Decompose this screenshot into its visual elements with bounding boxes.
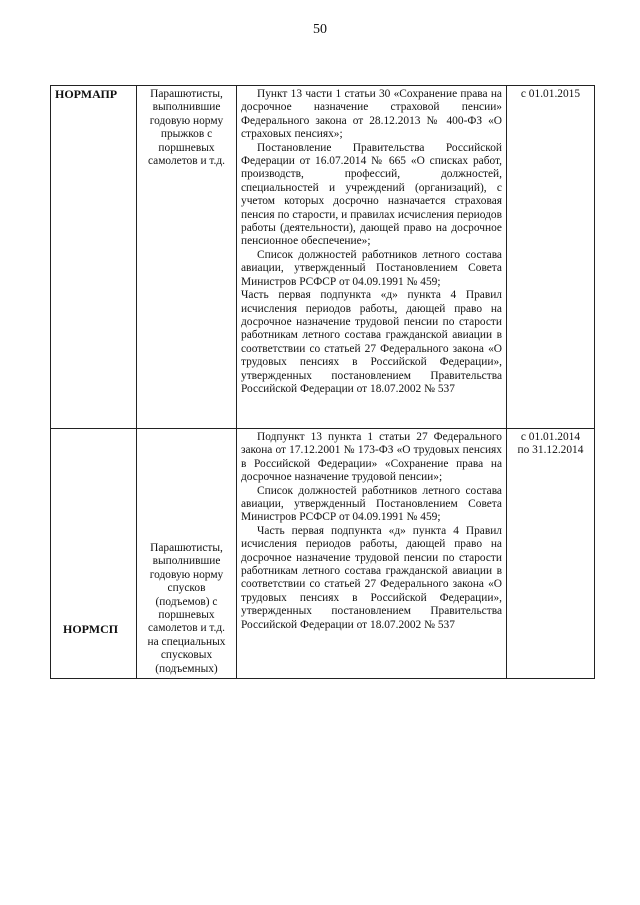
basis-paragraph: Пункт 13 части 1 статьи 30 «Сохранение права на досрочное назначение страховой пенсии» Федерального закона от 28.12.2013 № 400-ФЗ «О страховых пенсиях»;: [241, 88, 502, 141]
basis-paragraph: Список должностей работников летного состава авиации, утвержденный Постановлением Совета Министров РСФСР от 04.09.1991 № 459;: [241, 248, 502, 288]
basis-paragraph: Постановление Правительства Российской Федерации от 16.07.2014 № 665 «О списках работ, производств, профессий, должностей, специальностей и учреждений (организаций), с учетом которых досрочно назначается страховая пенсия по старости, и правилах исчисления периодов работы (деятельности), дающей право на досрочное пенсионное обеспечение»;: [241, 141, 502, 248]
legal-basis-cell: [237, 86, 507, 429]
basis-paragraph: Подпункт 13 пункта 1 статьи 27 Федерального закона от 17.12.2001 № 173-ФЗ «О трудовых пенсиях в Российской Федерации» «Сохранение права на досрочное назначение трудовой пенсии»;: [241, 431, 502, 484]
date-to: по 31.12.2014: [517, 444, 584, 457]
date-from: с 01.01.2015: [520, 88, 581, 100]
code-cell: НОРМСП: [51, 429, 137, 679]
description-cell: Парашютисты, выполнившие годовую норму прыжков с поршневых самолетов и т.д.: [137, 86, 237, 429]
basis-paragraph: Список должностей работников летного состава авиации, утвержденный Постановлением Совета Министров РСФСР от 04.09.1991 № 459;: [241, 484, 502, 524]
description-cell: Парашютисты, выполнившие годовую норму спусков (подъемов) с поршневых самолетов и т.д. на специальных спусковых (подъемных): [137, 429, 237, 679]
document-table: [50, 85, 595, 679]
legal-basis-cell: [237, 429, 507, 679]
date-from: с 01.01.2014: [520, 431, 581, 443]
basis-paragraph: Часть первая подпункта «д» пункта 4 Правил исчисления периодов работы, дающей право на досрочное назначение трудовой пенсии по старости работникам летного состава гражданской авиации в соответствии со статьей 27 Федерального закона «О трудовых пенсиях в Российской Федерации», утвержденных постановлением Правительства Российской Федерации от 18.07.2002 № 537: [241, 524, 502, 631]
table-row: [51, 86, 595, 429]
code-cell: НОРМАПР: [51, 86, 137, 429]
date-cell: [507, 429, 595, 679]
table-row: [51, 429, 595, 679]
page-number: 50: [313, 22, 327, 37]
basis-paragraph: Часть первая подпункта «д» пункта 4 Правил исчисления периодов работы, дающей право на досрочное назначение трудовой пенсии по старости работникам летного состава гражданской авиации в соответствии со статьей 27 Федерального закона «О трудовых пенсиях в Российской Федерации», утвержденных постановлением Правительства Российской Федерации от 18.07.2002 № 537: [241, 289, 502, 395]
date-cell: [507, 86, 595, 429]
